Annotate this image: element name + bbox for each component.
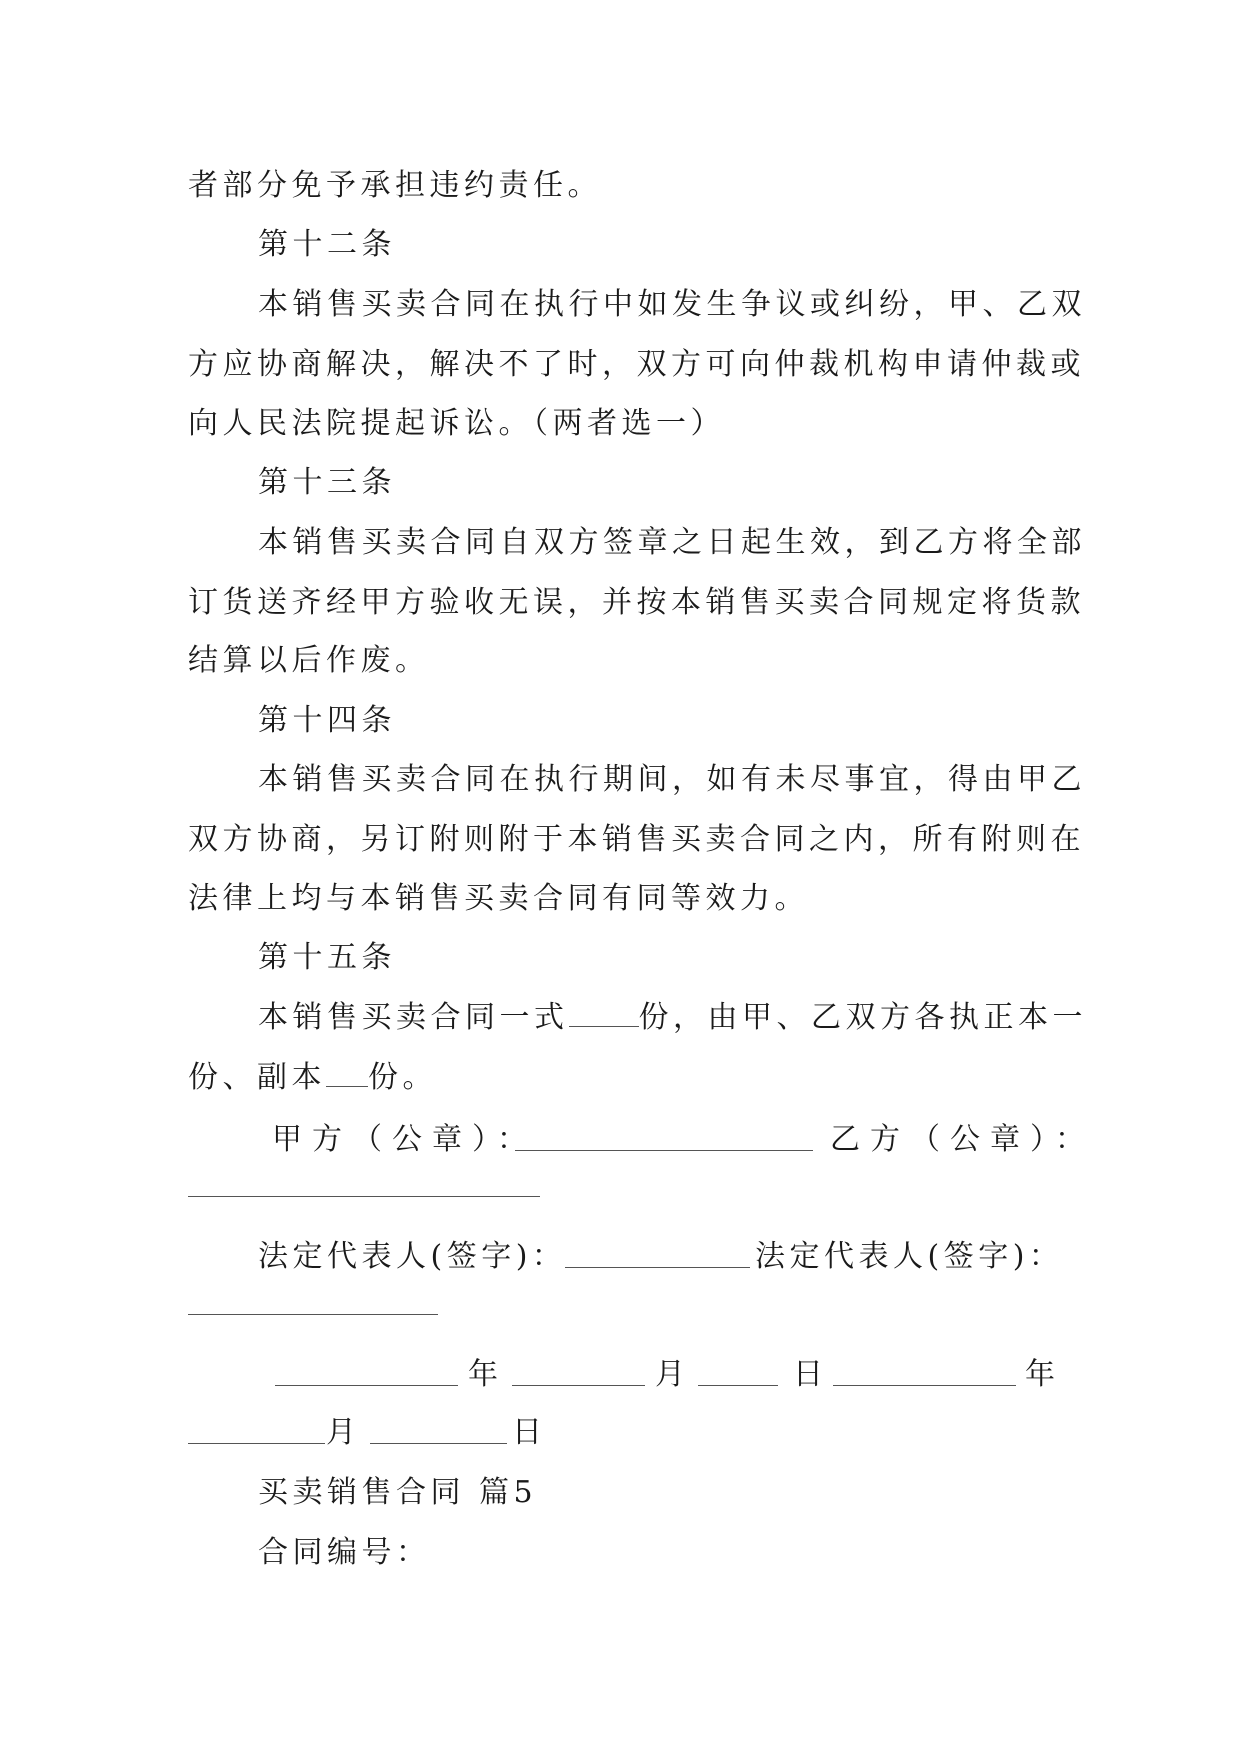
paragraph-line: 本销售买卖合同在执行中如发生争议或纠纷，甲、乙双: [258, 287, 1086, 322]
party-b-rep-blank[interactable]: [188, 1314, 438, 1315]
article-heading: 第十二条: [258, 227, 396, 262]
contract-number-label: 合同编号：: [258, 1535, 431, 1570]
copies-count-blank[interactable]: [569, 998, 639, 1027]
party-a-rep-blank[interactable]: [565, 1267, 750, 1268]
party-a-seal-blank[interactable]: [515, 1150, 813, 1151]
party-b-seal-blank[interactable]: [188, 1196, 540, 1197]
paragraph-line: 订货送齐经甲方验收无误，并按本销售买卖合同规定将货款: [188, 585, 1085, 620]
party-b-seal-label: 乙方（公章）：: [830, 1122, 1095, 1157]
paragraph-line: 者部分免予承担违约责任。: [188, 168, 602, 203]
paragraph-line: 本销售买卖合同在执行期间，如有未尽事宜，得由甲乙: [258, 762, 1086, 797]
paragraph-line: 本销售买卖合同自双方签章之日起生效，到乙方将全部: [258, 525, 1086, 560]
day-label: 日: [793, 1357, 828, 1392]
paragraph-line: 结算以后作废。: [188, 643, 430, 678]
paragraph-line: 双方协商，另订附则附于本销售买卖合同之内，所有附则在: [188, 822, 1085, 857]
party-a-year-blank[interactable]: [275, 1385, 458, 1386]
party-b-day-blank[interactable]: [370, 1443, 507, 1444]
party-b-month-blank[interactable]: [188, 1443, 325, 1444]
article-heading: 第十四条: [258, 703, 396, 738]
section-title: 买卖销售合同 篇5: [258, 1475, 538, 1510]
day-label: 日: [512, 1415, 547, 1450]
duplicate-count-blank[interactable]: [326, 1058, 368, 1087]
copies-line-2: 份、副本 份。: [188, 1060, 437, 1095]
paragraph-line: 向人民法院提起诉讼。（两者选一）: [188, 406, 725, 441]
party-a-seal-label: 甲方（公章）：: [272, 1122, 537, 1157]
paragraph-line: 法律上均与本销售买卖合同有同等效力。: [188, 881, 809, 916]
month-label: 月: [655, 1357, 690, 1392]
party-b-rep-label: 法定代表人(签字)：: [755, 1239, 1064, 1274]
year-label: 年: [468, 1357, 503, 1392]
article-heading: 第十五条: [258, 940, 396, 975]
month-label: 月: [326, 1415, 361, 1450]
year-label: 年: [1025, 1357, 1060, 1392]
party-a-rep-label: 法定代表人(签字)：: [258, 1239, 567, 1274]
paragraph-line: 方应协商解决，解决不了时，双方可向仲裁机构申请仲裁或: [188, 347, 1085, 382]
party-b-year-blank[interactable]: [833, 1385, 1016, 1386]
party-a-day-blank[interactable]: [698, 1385, 778, 1386]
party-a-month-blank[interactable]: [512, 1385, 645, 1386]
article-heading: 第十三条: [258, 465, 396, 500]
copies-line: 本销售买卖合同一式 份，由甲、乙双方各执正本一: [258, 1000, 1087, 1035]
